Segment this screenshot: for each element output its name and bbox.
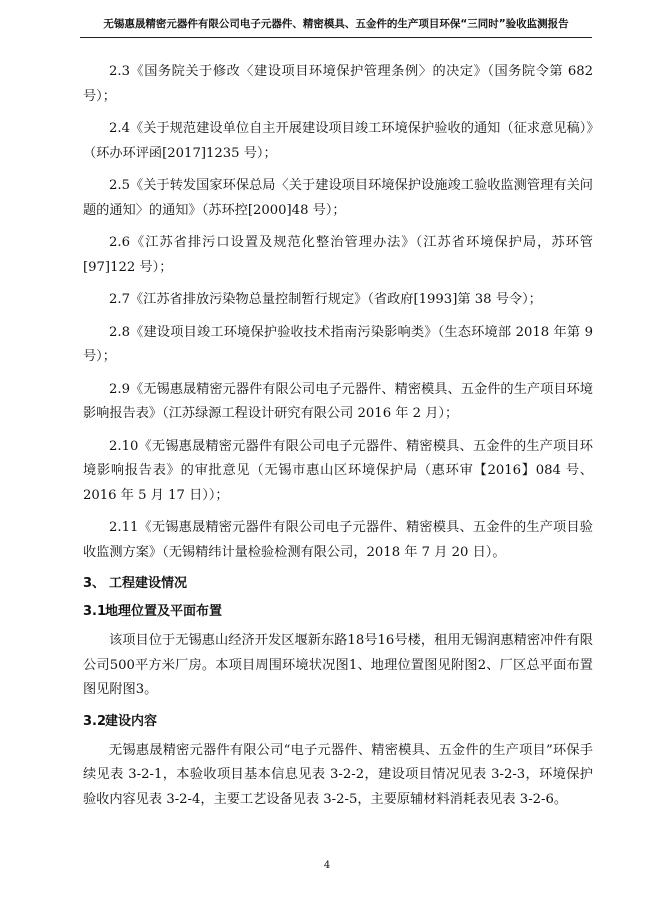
section-3-number: 3、 — [83, 576, 106, 591]
section-3-1-title: 地理位置及平面布置 — [105, 604, 223, 619]
section-3-1-heading — [83, 601, 593, 623]
reference-2-6: 2.6《江苏省排污口设置及规范化整治管理办法》（江苏省环境保护局，苏环管[97]122 号）； — [83, 235, 593, 275]
section-3-heading — [83, 573, 593, 595]
reference-2-4: 2.4《关于规范建设单位自主开展建设项目竣工环境保护验收的通知（征求意见稿）》（环办环评函[2017]1235 号）； — [83, 121, 593, 161]
header-divider — [80, 37, 592, 38]
document-body — [83, 60, 593, 818]
section-3-1-number: 3.1 — [83, 604, 107, 619]
section-3-2-number: 3.2 — [83, 713, 107, 729]
section-3-2-paragraph: 无锡惠晟精密元器件有限公司“电子元器件、精密模具、五金件的生产项目”环保手续见表 3-2-1，本验收项目基本信息见表 3-2-2，建设项目情况见表 3-2-3，环境保护验收内容见表 3-2-4，主要工艺设备见表 3-2-5，主要原辅材料消耗表见表 3-2-6。 — [83, 742, 593, 807]
reference-2-10: 2.10《无锡惠晟精密元器件有限公司电子元器件、精密模具、五金件的生产项目环境影响报告表》的审批意见（无锡市惠山区环境保护局（惠环审【2016】084 号、2016 年 5 月 17 日））； — [83, 438, 593, 503]
reference-2-3: 2.3《国务院关于修改〈建设项目环境保护管理条例〉的决定》（国务院令第 682 号）； — [83, 64, 593, 104]
reference-2-5: 2.5《关于转发国家环保总局〈关于建设项目环境保护设施竣工验收监测管理有关问题的通知〉的通知》（苏环控[2000]48 号）； — [83, 178, 593, 218]
reference-2-8: 2.8《建设项目竣工环境保护验收技术指南污染影响类》（生态环境部 2018 年第 9 号）； — [83, 324, 593, 364]
reference-2-9: 2.9《无锡惠晟精密元器件有限公司电子元器件、精密模具、五金件的生产项目环境影响报告表》（江苏绿源工程设计研究有限公司 2016 年 2 月）； — [83, 381, 593, 421]
page-header: 无锡惠晟精密元器件有限公司电子元器件、精密模具、五金件的生产项目环保“三同时”验收监测报告 — [103, 18, 569, 30]
reference-2-7: 2.7《江苏省排放污染物总量控制暂行规定》（省政府[1993]第 38 号令）； — [109, 292, 542, 307]
section-3-title: 工程建设情况 — [109, 576, 188, 591]
reference-2-11: 2.11《无锡惠晟精密元器件有限公司电子元器件、精密模具、五金件的生产项目验收监测方案》（无锡精纬计量检验检测有限公司，2018 年 7 月 20 日）。 — [83, 520, 593, 560]
section-3-1-paragraph: 该项目位于无锡惠山经济开发区堰新东路18号16号楼，租用无锡润惠精密冲件有限公司500平方米厂房。本项目周围环境状况图1、地理位置图见附图2、厂区总平面布置图见附图3。 — [83, 633, 593, 697]
page-number: 4 — [323, 860, 331, 871]
section-3-2-title: 建设内容 — [105, 713, 158, 729]
section-3-2-heading — [83, 711, 593, 733]
